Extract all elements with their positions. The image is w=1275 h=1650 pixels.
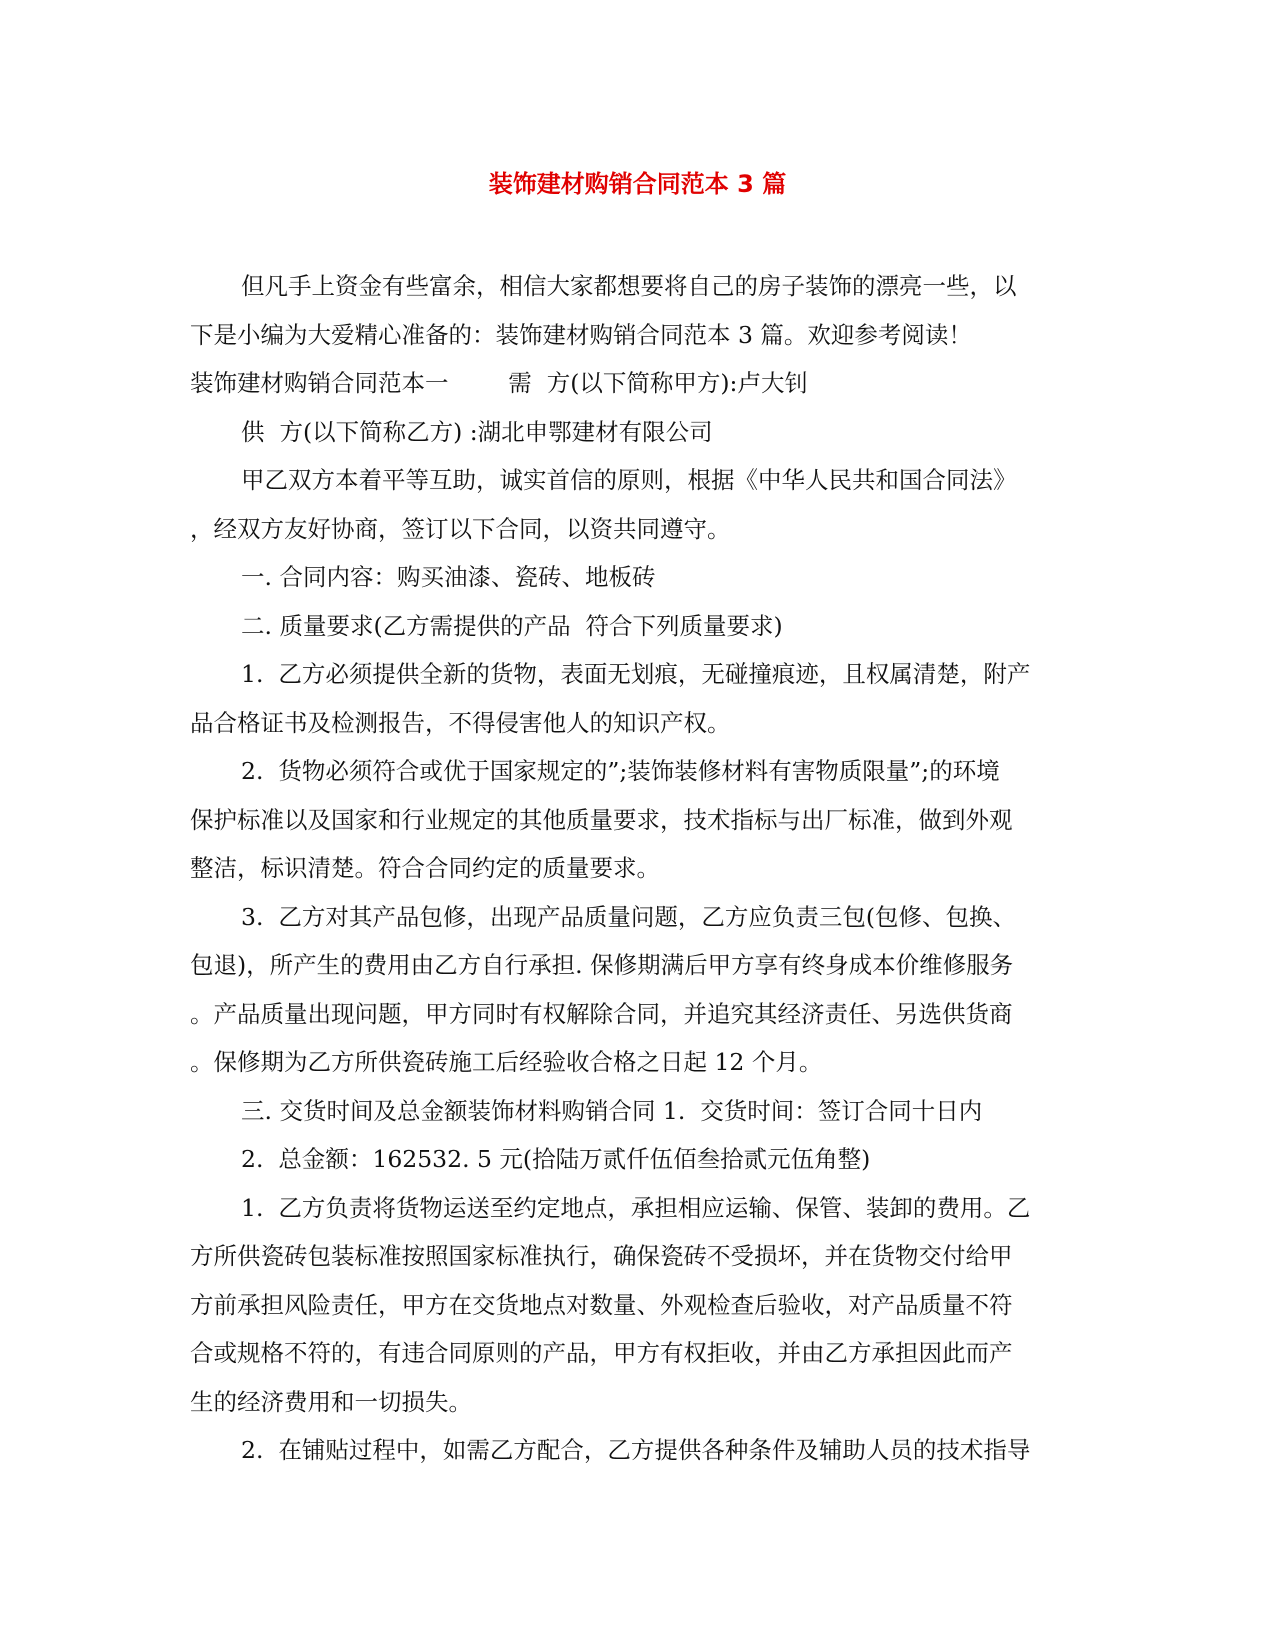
document-title: 装饰建材购销合同范本 3 篇	[488, 170, 787, 198]
text-line: 2. 在铺贴过程中，如需乙方配合，乙方提供各种条件及辅助人员的技术指导	[241, 1436, 1031, 1464]
text-line: 整洁，标识清楚。符合合同约定的质量要求。	[190, 854, 660, 882]
text-line: 。保修期为乙方所供瓷砖施工后经验收合格之日起 12 个月。	[190, 1048, 823, 1076]
text-line: 但凡手上资金有些富余，相信大家都想要将自己的房子装饰的漂亮一些，以	[241, 272, 1017, 300]
text-line: 品合格证书及检测报告，不得侵害他人的知识产权。	[190, 708, 731, 737]
text-line: 保护标准以及国家和行业规定的其他质量要求，技术指标与出厂标准，做到外观	[190, 805, 1013, 834]
text-line: 二. 质量要求(乙方需提供的产品 符合下列质量要求)	[241, 611, 783, 640]
text-line: 1. 乙方必须提供全新的货物，表面无划痕，无碰撞痕迹，且权属清楚，附产	[241, 660, 1031, 688]
text-line: 下是小编为大爱精心准备的：装饰建材购销合同范本 3 篇。欢迎参考阅读！	[190, 320, 972, 349]
text-line: 2. 总金额：162532. 5 元(拾陆万贰仟伍佰叁拾贰元伍角整)	[241, 1145, 871, 1173]
text-line: 供 方(以下简称乙方) :湖北申鄂建材有限公司	[241, 417, 713, 446]
text-line: 装饰建材购销合同范本一 需 方(以下简称甲方):卢大钊	[190, 369, 808, 397]
text-line: 方前承担风险责任，甲方在交货地点对数量、外观检查后验收，对产品质量不符	[190, 1290, 1013, 1319]
text-line: 1. 乙方负责将货物运送至约定地点，承担相应运输、保管、装卸的费用。乙	[241, 1193, 1031, 1222]
text-line: 三. 交货时间及总金额装饰材料购销合同 1. 交货时间：签订合同十日内	[241, 1096, 983, 1125]
text-line: ，经双方友好协商，签订以下合同，以资共同遵守。	[190, 514, 731, 543]
text-line: 一. 合同内容：购买油漆、瓷砖、地板砖	[241, 563, 656, 591]
text-line: 合或规格不符的，有违合同原则的产品，甲方有权拒收，并由乙方承担因此而产	[190, 1339, 1013, 1367]
text-line: 。产品质量出现问题，甲方同时有权解除合同，并追究其经济责任、另选供货商	[190, 999, 1013, 1028]
text-line: 包退)，所产生的费用由乙方自行承担. 保修期满后甲方享有终身成本价维修服务	[190, 951, 1014, 979]
document-body	[190, 262, 1078, 1475]
text-line: 甲乙双方本着平等互助，诚实首信的原则，根据《中华人民共和国合同法》	[241, 466, 1017, 494]
text-line: 生的经济费用和一切损失。	[190, 1387, 472, 1416]
text-line: 3. 乙方对其产品包修，出现产品质量问题，乙方应负责三包(包修、包换、	[241, 902, 1017, 931]
text-line: 方所供瓷砖包装标准按照国家标准执行，确保瓷砖不受损坏，并在货物交付给甲	[190, 1242, 1013, 1270]
text-line: 2. 货物必须符合或优于国家规定的”;装饰装修材料有害物质限量”;的环境	[241, 757, 1000, 785]
